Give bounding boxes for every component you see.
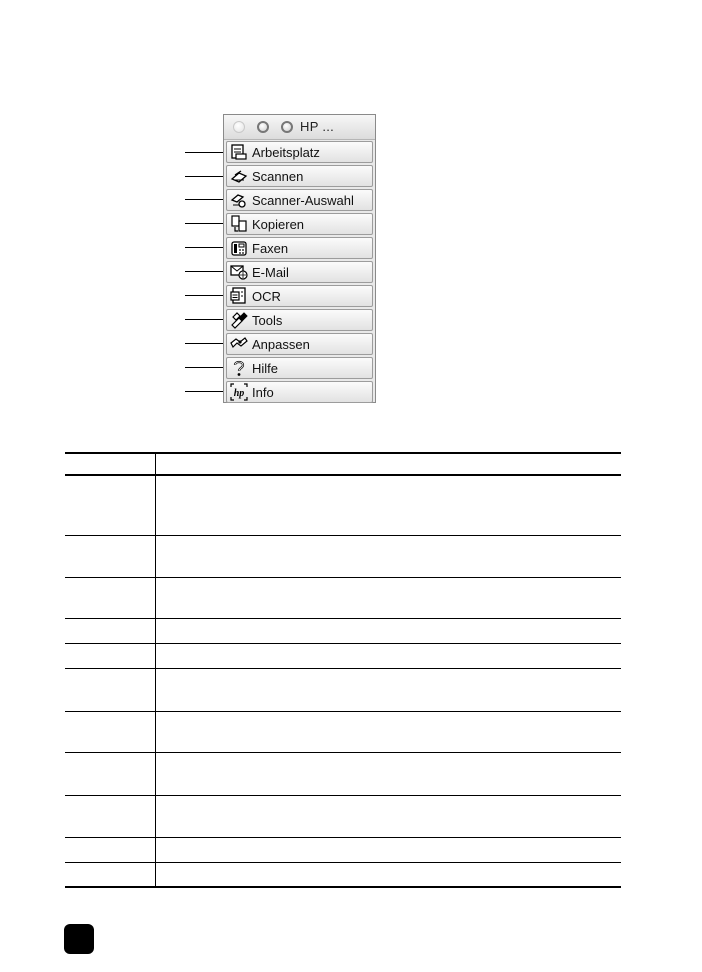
menu-button-ocr[interactable] xyxy=(226,285,373,307)
table-row-rule xyxy=(65,668,621,669)
workplace-icon xyxy=(230,143,248,161)
callout-line xyxy=(185,247,225,248)
window-titlebar[interactable] xyxy=(224,115,375,140)
table-row-rule xyxy=(65,795,621,796)
ocr-icon xyxy=(230,287,248,305)
fax-icon xyxy=(230,239,248,257)
table-row-rule xyxy=(65,618,621,619)
copy-icon xyxy=(230,215,248,233)
menu-label: Tools xyxy=(252,312,283,328)
customize-icon xyxy=(230,335,248,353)
table-row-rule xyxy=(65,862,621,863)
menu-button-tools[interactable] xyxy=(226,309,373,331)
callout-line xyxy=(185,199,225,200)
menu-label: Info xyxy=(252,384,274,400)
table-row-rule xyxy=(65,711,621,712)
callout-line xyxy=(185,271,225,272)
callout-line xyxy=(185,223,225,224)
menu-button-e-mail[interactable] xyxy=(226,261,373,283)
menu-button-scanner-auswahl[interactable] xyxy=(226,189,373,211)
menu-label: OCR xyxy=(252,288,281,304)
callout-line xyxy=(185,319,225,320)
hp-director-window xyxy=(223,114,376,403)
callout-line xyxy=(185,343,225,344)
menu-button-kopieren[interactable] xyxy=(226,213,373,235)
table-row-rule xyxy=(65,752,621,753)
table-row-rule xyxy=(65,643,621,644)
menu-label: Scanner-Auswahl xyxy=(252,192,354,208)
table-header-rule xyxy=(65,474,621,476)
callout-line xyxy=(185,176,225,177)
email-icon xyxy=(230,263,248,281)
table-row-rule xyxy=(65,577,621,578)
menu-label: Kopieren xyxy=(252,216,305,232)
help-icon xyxy=(230,359,248,377)
table-column-divider xyxy=(155,454,156,888)
scanner-icon xyxy=(230,167,248,185)
menu-label: Scannen xyxy=(252,168,304,184)
scanner-select-icon xyxy=(230,191,248,209)
menu-label: Arbeitsplatz xyxy=(252,144,320,160)
menu-button-info[interactable] xyxy=(226,381,373,403)
menu-label: Anpassen xyxy=(252,336,310,352)
menu-label: Faxen xyxy=(252,240,289,256)
window-title: HP ... xyxy=(300,119,335,134)
callout-line xyxy=(185,295,225,296)
menu-label: E-Mail xyxy=(252,264,289,280)
minimize-icon[interactable] xyxy=(257,121,269,133)
table-top-rule xyxy=(65,452,621,454)
menu-button-faxen[interactable] xyxy=(226,237,373,259)
hp-info-icon xyxy=(230,383,248,401)
menu-label: Hilfe xyxy=(252,360,279,376)
table-row-rule xyxy=(65,837,621,838)
table-row-rule xyxy=(65,535,621,536)
zoom-icon[interactable] xyxy=(281,121,293,133)
menu-button-anpassen[interactable] xyxy=(226,333,373,355)
page-number-block xyxy=(64,924,94,954)
menu-button-hilfe[interactable] xyxy=(226,357,373,379)
callout-line xyxy=(185,367,225,368)
svg-text:hp: hp xyxy=(233,388,245,399)
table-bottom-rule xyxy=(65,886,621,888)
callout-line xyxy=(185,391,225,392)
menu-button-arbeitsplatz[interactable] xyxy=(226,141,373,163)
tools-icon xyxy=(230,311,248,329)
menu-button-scannen[interactable] xyxy=(226,165,373,187)
close-icon[interactable] xyxy=(233,121,245,133)
callout-line xyxy=(185,152,225,153)
